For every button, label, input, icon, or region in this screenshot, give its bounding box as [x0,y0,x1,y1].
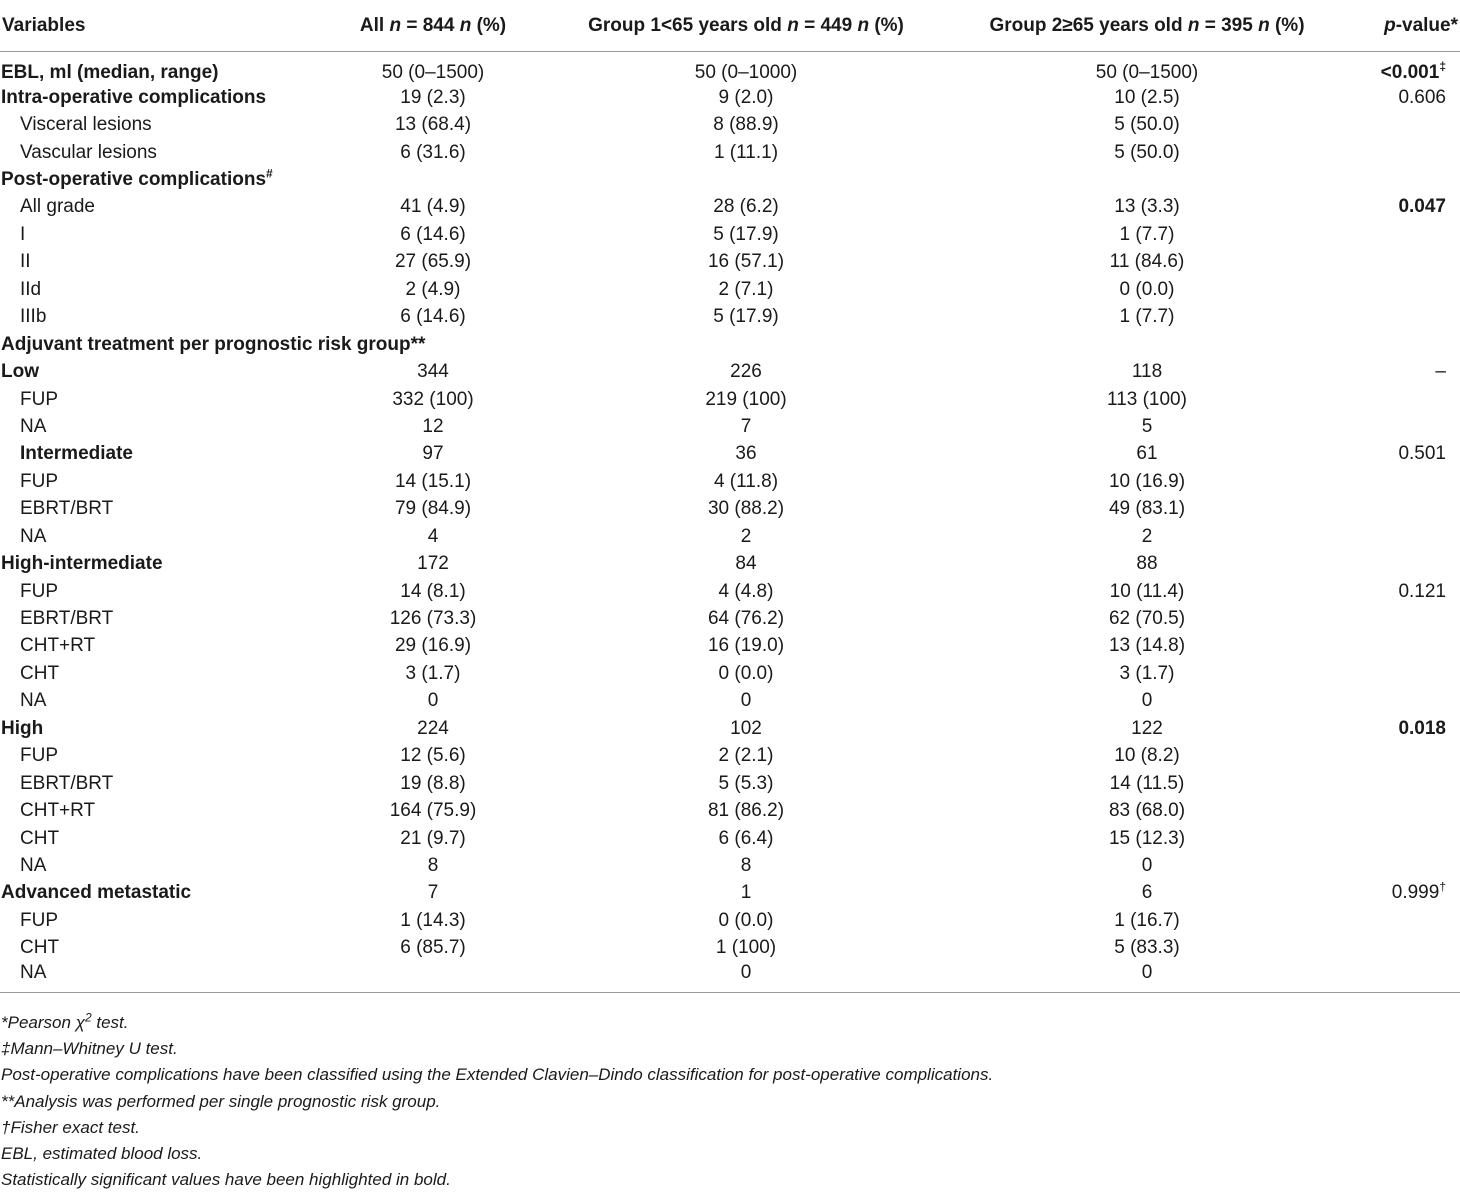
note-pearson-sup: 2 [84,1010,92,1025]
cell-group2: 10 (11.4) [1109,580,1185,602]
row-label [0,386,300,413]
row-label [0,907,300,934]
row-label [0,221,300,248]
header-g1-n2: n [857,14,870,36]
cell-group1: 16 (19.0) [707,635,785,657]
row-label [0,496,300,523]
table-row [0,331,1460,358]
cell-group1: 0 [740,690,752,712]
table-row [0,688,1460,715]
row-label-text: NA [20,962,47,983]
table-row [0,166,1460,193]
cell-group1: 1 (11.1) [713,141,779,163]
note-bold: Statistically significant values have been highlighted in bold. [1,1170,451,1190]
cell-group1: 5 (5.3) [718,772,774,794]
table-row [0,660,1460,687]
cell-pvalue [1368,523,1460,550]
cell-group2: 50 (0–1500) [1095,62,1199,83]
cell-group2: 83 (68.0) [1108,800,1186,822]
row-label [0,304,300,331]
row-label [0,194,300,221]
cell-pvalue [1368,715,1460,742]
row-label-text: II [20,251,31,273]
header-all [300,0,566,52]
note-fisher: †Fisher exact test. [1,1117,140,1137]
row-label-text: CHT+RT [20,635,96,657]
row-label-text: Adjuvant treatment per prognostic risk group** [1,333,426,355]
cell-all: 126 (73.3) [389,608,477,630]
pvalue-text: <0.001 [1380,62,1440,83]
table-footnotes [1,1010,993,1193]
table-row [0,221,1460,248]
row-label [0,880,300,907]
cell-group1: 1 (100) [715,937,777,959]
cell-pvalue [1368,660,1460,687]
cell-group1: 2 (2.1) [718,745,774,767]
table-row [0,743,1460,770]
cell-group1: 0 (0.0) [718,909,774,931]
cell-group1: 1 [740,882,752,904]
cell-pvalue [1368,688,1460,715]
cell-group1: 102 [730,717,762,739]
row-label [0,468,300,495]
table-row [0,715,1460,742]
cell-group1: 8 (88.9) [713,114,779,136]
header-g2-pre: Group 2≥65 years old [989,14,1188,36]
table-row [0,249,1460,276]
row-label [0,797,300,824]
cell-group1: 226 [730,361,762,383]
pvalue-text: 0.121 [1398,580,1446,602]
note-analysis: **Analysis was performed per single prognostic risk group. [1,1091,441,1111]
cell-all: 97 [422,443,444,465]
table-row [0,358,1460,385]
table-row [0,111,1460,138]
table-row [0,413,1460,440]
cell-all: 4 [427,525,439,547]
row-label-text: EBRT/BRT [20,772,114,794]
cell-group1: 84 [735,553,757,575]
note-pearson-pre: *Pearson [1,1013,76,1032]
row-label-text: FUP [20,909,58,931]
cell-group1: 2 (7.1) [718,278,774,300]
cell-all: 13 (68.4) [394,114,472,136]
row-label-text: CHT [20,662,60,684]
row-label [0,550,300,577]
cell-group2: 5 [1141,415,1153,437]
cell-group2 [926,166,1368,193]
cell-group2: 1 (7.7) [1119,223,1175,245]
row-label-text: IIIb [20,306,47,328]
header-g1-pre: Group 1<65 years old [588,14,788,36]
cell-group2: 61 [1136,443,1158,465]
pvalue-text: 0.018 [1398,717,1446,739]
cell-pvalue [1368,962,1460,993]
table-row [0,935,1460,962]
table-row [0,550,1460,577]
table-row [0,797,1460,824]
row-label-text: Low [1,361,39,383]
row-label-text: All grade [20,196,95,218]
cell-all: 2 (4.9) [405,278,461,300]
cell-all: 6 (14.6) [400,306,466,328]
row-label [0,441,300,468]
cell-pvalue [1368,331,1460,358]
cell-pvalue [1368,84,1460,111]
cell-pvalue [1368,880,1460,907]
cell-group1: 6 (6.4) [718,827,774,849]
cell-group1: 7 [740,415,752,437]
cell-pvalue [1368,413,1460,440]
table-row [0,468,1460,495]
cell-pvalue [1368,633,1460,660]
row-label [0,660,300,687]
row-label [0,331,426,358]
cell-all: 332 (100) [392,388,474,410]
cell-group2: 122 [1131,717,1163,739]
header-g1-post: (%) [869,14,904,36]
table-row [0,304,1460,331]
cell-group1: 50 (0–1000) [694,62,798,83]
row-label-text: FUP [20,470,58,492]
header-g1-mid: = 449 [798,14,858,36]
cell-all: 14 (15.1) [394,470,472,492]
row-label-text: Visceral lesions [20,114,152,136]
pvalue-footnote-mark: † [1439,880,1446,895]
cell-all: 8 [427,854,439,876]
row-label-text: NA [20,525,47,547]
header-g2-post: (%) [1269,14,1305,36]
header-row [0,0,1460,52]
cell-pvalue [1368,743,1460,770]
cell-pvalue [1368,578,1460,605]
header-group1 [566,0,926,52]
row-label [0,715,300,742]
cell-pvalue [1368,441,1460,468]
cell-all: 12 [422,415,444,437]
cell-pvalue [1368,166,1460,193]
pvalue-text: 0.501 [1398,443,1446,465]
cell-all [300,962,566,993]
header-pvalue [1368,0,1460,52]
cell-group2: 5 (50.0) [1114,114,1180,136]
cell-group1: 5 (17.9) [713,223,779,245]
cell-pvalue [1368,852,1460,879]
row-label [0,413,300,440]
table-row [0,84,1460,111]
note-ebl: EBL, estimated blood loss. [1,1144,203,1164]
cell-all: 7 [427,882,439,904]
cell-group1: 4 (11.8) [713,470,779,492]
row-label-text: FUP [20,388,58,410]
cell-pvalue [1368,825,1460,852]
cell-all: 19 (8.8) [400,772,466,794]
cell-all: 14 (8.1) [400,580,466,602]
row-label [0,84,300,111]
row-label [0,962,300,993]
cell-pvalue [1368,770,1460,797]
header-group2 [926,0,1368,52]
header-g2-n2: n [1258,14,1270,36]
table-row [0,441,1460,468]
row-label-text: CHT [20,827,60,849]
cell-all: 6 (14.6) [400,223,466,245]
row-label [0,688,300,715]
pvalue-text: – [1435,361,1446,383]
row-label [0,770,300,797]
row-label-text: IId [20,278,42,300]
cell-group1: 4 (4.8) [718,580,774,602]
row-label-text: Post-operative complications [1,169,267,191]
table-row [0,523,1460,550]
row-label [0,52,300,85]
cell-pvalue [1368,496,1460,523]
row-label [0,276,300,303]
header-all-n: n [389,14,402,36]
table-row [0,52,1460,85]
cell-group1: 219 (100) [705,388,787,410]
cell-group2: 11 (84.6) [1109,251,1185,273]
cell-pvalue [1368,468,1460,495]
note-pearson [1,1010,993,1036]
header-p-post: -value* [1395,14,1458,36]
cell-all: 3 (1.7) [405,662,461,684]
cell-group1: 28 (6.2) [713,196,779,218]
cell-group1: 81 (86.2) [707,800,785,822]
cell-all: 164 (75.9) [389,800,477,822]
row-label-text: High [1,717,44,739]
cell-group2: 14 (11.5) [1109,772,1185,794]
cell-all: 79 (84.9) [394,498,472,520]
pvalue-text: 0.047 [1398,196,1446,218]
cell-all: 27 (65.9) [394,251,472,273]
cell-all: 1 (14.3) [400,909,466,931]
cell-pvalue [1368,386,1460,413]
cell-all: 344 [417,361,449,383]
row-label-text: Vascular lesions [20,141,157,163]
note-mann-whitney: ‡Mann–Whitney U test. [1,1039,178,1059]
cell-all: 50 (0–1500) [381,62,485,83]
table-row [0,962,1460,993]
table-row [0,386,1460,413]
row-label-text: FUP [20,580,58,602]
table-header [0,0,1460,52]
cell-pvalue [1368,304,1460,331]
cell-group2 [926,331,1368,358]
header-all-mid: = 844 [401,14,460,36]
table-row [0,907,1460,934]
header-g1-n: n [787,14,799,36]
row-label-text: Intra-operative complications [1,86,267,108]
cell-group1: 8 [740,854,752,876]
table-row [0,825,1460,852]
cell-all: 224 [417,717,449,739]
row-label-footnote-mark: # [266,166,273,181]
cell-group2: 10 (2.5) [1114,86,1180,108]
row-label [0,523,300,550]
cell-all [300,166,566,193]
header-variables [0,0,300,52]
cell-pvalue [1368,550,1460,577]
row-label-text: Advanced metastatic [1,882,192,904]
cell-group1: 64 (76.2) [707,608,785,630]
cell-group1: 30 (88.2) [707,498,785,520]
row-label [0,111,300,138]
row-label-text: CHT+RT [20,800,96,822]
cell-group2: 1 (16.7) [1114,909,1180,931]
row-label [0,825,300,852]
pvalue-text: 0.999 [1391,882,1440,904]
cell-group1: 0 (0.0) [718,662,774,684]
cell-group2: 13 (14.8) [1108,635,1186,657]
row-label-text: EBRT/BRT [20,608,114,630]
cell-group2: 10 (16.9) [1108,470,1186,492]
cell-pvalue [1368,194,1460,221]
cell-all: 41 (4.9) [400,196,466,218]
cell-group2: 5 (50.0) [1114,141,1180,163]
cell-group2: 2 [1141,525,1153,547]
table-row [0,496,1460,523]
row-label [0,249,300,276]
cell-group2: 13 (3.3) [1114,196,1180,218]
cell-group2: 88 [1136,553,1158,575]
table-row [0,633,1460,660]
cell-pvalue [1368,276,1460,303]
cell-group2: 1 (7.7) [1119,306,1175,328]
row-label-text: NA [20,690,47,712]
cell-all: 6 (85.7) [400,937,466,959]
cell-group2: 3 (1.7) [1119,662,1175,684]
cell-group2: 118 [1131,361,1163,383]
note-pearson-post: test. [91,1013,129,1032]
row-label-text: EBL, ml (median, range) [1,62,219,83]
table-row [0,276,1460,303]
table-row [0,194,1460,221]
cell-pvalue [1368,907,1460,934]
cell-pvalue [1368,797,1460,824]
header-all-post: (%) [471,14,507,36]
row-label-text: FUP [20,745,58,767]
table-row [0,852,1460,879]
cell-group2: 62 (70.5) [1108,608,1186,630]
cell-all: 0 [427,690,439,712]
cell-group1: 5 (17.9) [713,306,779,328]
cell-group1 [566,166,926,193]
row-label-text: NA [20,854,47,876]
table-row [0,578,1460,605]
row-label-text: NA [20,415,47,437]
row-label [0,633,300,660]
row-label-text: EBRT/BRT [20,498,114,520]
cell-pvalue [1368,249,1460,276]
header-p-pre: p [1384,14,1396,36]
note-clavien: Post-operative complications have been classified using the Extended Clavien–Dindo classification for post-operative complications. [1,1065,994,1085]
cell-group1: 16 (57.1) [707,251,785,273]
cell-group1: 2 [740,525,752,547]
table-row [0,139,1460,166]
cell-group2: 15 (12.3) [1108,827,1186,849]
row-label [0,743,300,770]
row-label-text: CHT [20,937,60,959]
row-label-text: High-intermediate [1,553,163,575]
cell-pvalue [1368,221,1460,248]
row-label-text: Intermediate [20,443,133,465]
cell-group2: 0 [926,962,1368,993]
cell-pvalue [1368,139,1460,166]
row-label [0,935,300,962]
cell-group2: 6 [1141,882,1153,904]
cell-pvalue [1368,52,1460,85]
header-g2-n: n [1187,14,1200,36]
note-pearson-chi: χ [75,1013,85,1032]
row-label [0,139,300,166]
table-row [0,770,1460,797]
cell-all: 29 (16.9) [394,635,472,657]
row-label [0,358,300,385]
header-all-n2: n [459,14,472,36]
cell-group2: 5 (83.3) [1114,937,1180,959]
cell-pvalue [1368,111,1460,138]
cell-all: 172 [417,553,449,575]
header-all-pre: All [359,14,390,36]
cell-pvalue [1368,358,1460,385]
cell-group2: 0 [1141,690,1153,712]
cell-group1: 0 [566,962,926,993]
row-label [0,605,300,632]
cell-pvalue [1368,605,1460,632]
row-label-text: I [20,223,26,245]
cell-all: 21 (9.7) [400,827,466,849]
row-label [0,166,300,193]
cell-group2: 0 [1141,854,1153,876]
cell-group2: 113 (100) [1107,388,1187,410]
cell-group1: 36 [735,443,757,465]
cell-group2: 0 (0.0) [1119,278,1175,300]
cell-all: 12 (5.6) [400,745,466,767]
cell-all: 19 (2.3) [400,86,466,108]
cell-group1 [566,331,926,358]
pvalue-footnote-mark: ‡ [1439,59,1446,74]
header-g2-mid: = 395 [1199,14,1259,36]
cell-group2: 49 (83.1) [1108,498,1186,520]
cell-all: 6 (31.6) [400,141,466,163]
row-label [0,578,300,605]
cell-pvalue [1368,935,1460,962]
table-row [0,880,1460,907]
cell-group2: 10 (8.2) [1114,745,1180,767]
header-variables-text: Variables [2,14,86,36]
pvalue-text: 0.606 [1398,86,1446,108]
cell-group1: 9 (2.0) [718,86,774,108]
table-body [0,52,1460,993]
table-row [0,605,1460,632]
row-label [0,852,300,879]
